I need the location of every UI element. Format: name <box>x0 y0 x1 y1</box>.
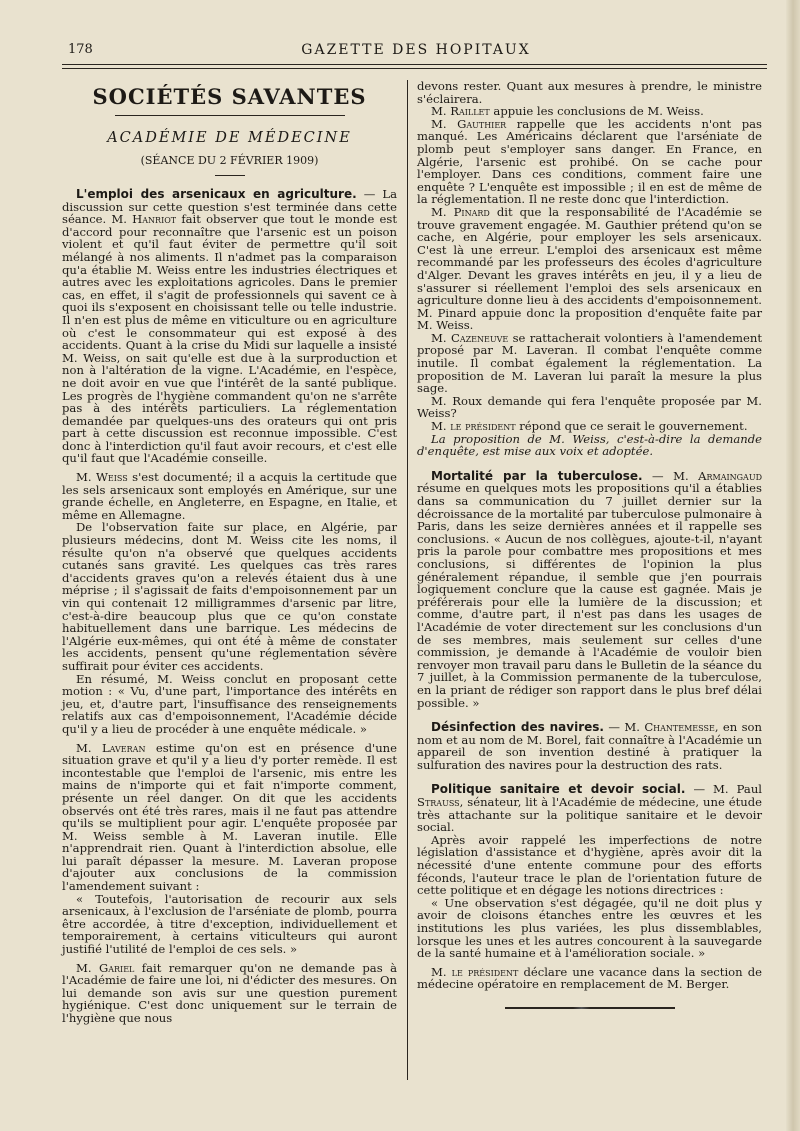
journal-title: GAZETTE DES HOPITAUX <box>301 42 531 58</box>
paragraph-legislation: Après avoir rappelé les imperfections de notre législation d'assistance et d'hygiène, après avoir dit la nécessité d'une entente commune pour des efforts féconds, l'auteur trace le plan de l'orientation future de cette politique et en dégage les notions directrices : <box>417 832 762 898</box>
paragraph-amendement: « Toutefois, l'autorisation de recourir aux sels arsenicaux, à l'exclusion de l'arséniate de plomb, pourra être accordée, à titre d'exception, individuellement et temporairement, à certains viticulteurs qui auront justifié l'utilité de l'emploi de ces sels. » <box>62 891 397 957</box>
speaker-hanriot: Hanriot <box>132 212 177 227</box>
speaker-raillet: Raillet <box>450 104 490 119</box>
paragraph-vote: La proposition de M. Weiss, c'est-à-dire la demande d'enquête, est mise aux voix et adoptée. <box>417 431 762 459</box>
speaker-gariel: Gariel <box>98 960 135 975</box>
column-divider <box>407 80 408 1080</box>
session-rule <box>215 175 245 176</box>
speaker-chantemesse: Chantemesse <box>644 720 715 735</box>
speaker-laveran: Laveran <box>101 740 146 755</box>
paragraph-arsenic-intro: L'emploi des arsenicaux en agriculture. — La discussion sur cette question s'est terminée dans cette séance. M. Hanriot fait observer que tout le monde est d'accord pour reconnaître que l'arsenic est un poison violent et qu'il faut éviter de permettre qu'il soit mélangé à nos aliments. Il n'admet pas la comparaison qu'a établie M. Weiss entre les industries électriques et autres avec les exploitations agricoles. Dans le premier cas, en effet, il s'agit de professionnels qui savent ce à quoi ils s'exposent en choisissant telle ou telle industrie. Il n'en est plus de même en viticulture ou en agriculture où c'est le consommateur qui est exposé à des accidents. Quant à la crise du Midi sur laquelle a insisté M. Weiss, on sait qu'elle est due à la surproduction et non à l'altération de la vigne. L'Académie, en l'espèce, ne doit avoir en vue que l'intérêt de la santé publique. Les progrès de l'hygiène commandent qu'on ne s'arrête pas à des intérêts particuliers. La réglementation demandée par quelques-uns des orateurs qui ont pris part à cette discussion est reconnue impossible. C'est donc à l'interdiction qu'il faut avoir recours, et c'est elle qu'il faut que l'Académie conseille. <box>62 187 397 466</box>
paragraph-continuation: devons rester. Quant aux mesures à prendre, le ministre s'éclairera. <box>417 79 762 106</box>
speaker-cazeneuve: Cazeneuve <box>450 330 509 345</box>
speaker-president: le président <box>450 419 516 434</box>
session-date: (SÉANCE DU 2 FÉVRIER 1909) <box>140 154 319 167</box>
right-column <box>417 80 762 1009</box>
speaker-weiss: Weiss <box>95 470 128 485</box>
paragraph-tuberculose: Mortalité par la tuberculose. — M. Armaingaud résume en quelques mots les propositions qu'il a établies dans sa communication du 7 juillet dernier sur la décroissance de la mortalité par tuberculose pulmonaire à Paris, dans les seize dernières années et il rappelle ses conclusions. « Aucun de nos collègues, ajoute-t-il, n'ayant pris la parole pour combattre mes propositions et mes conclusions, si différentes de l'opinion la plus généralement répandue, il semble que j'en pourrais logiquement conclure que la cause est gagnée. Mais je préférerais pour elle la lumière de la discussion; et comme, d'autre part, il n'est pas dans les usages de l'Académie de voter directement sur les conclusions d'un de ses membres, mais seulement sur celles d'une commission, je demande à l'Académie de vouloir bien renvoyer mon travail paru dans le Bulletin de la séance du 7 juillet, à la Commission permanente de la tuberculose, en la priant de rédiger son rapport dans le plus bref délai possible. » <box>417 468 762 710</box>
paragraph-politique: Politique sanitaire et devoir social. — M. Paul Strauss, sénateur, lit à l'Académie de médecine, une étude très attachante sur la politique sanitaire et le devoir social. <box>417 782 762 835</box>
run-in-heading-arsenic: L'emploi des arsenicaux en agriculture. <box>76 187 357 201</box>
paragraph-motion: En résumé, M. Weiss conclut en proposant cette motion : « Vu, d'une part, l'importance des intérêts en jeu, et, d'autre part, l'insuffisance des renseignements relatifs aux cas d'empoisonnement, l'Académie décide qu'il y a lieu de procéder à une enquête médicale. » <box>62 671 397 736</box>
paragraph-roux: M. Roux demande qui fera l'enquête proposée par M. Weiss? <box>417 393 762 421</box>
speaker-gauthier: Gauthier <box>457 116 507 131</box>
paragraph-cazeneuve: M. Cazeneuve se rattacherait volontiers à l'amendement proposé par M. Laveran. Il combat l'enquête comme inutile. Il combat également la réglementation. La proposition de M. Laveran lui paraît la mesure la plus sage. <box>417 330 762 396</box>
run-in-heading-navires: Désinfection des navires. <box>431 720 604 735</box>
speaker-strauss: Strauss <box>417 795 460 810</box>
paragraph-gariel: M. Gariel fait remarquer qu'on ne demande pas à l'Académie de faire une loi, ni d'édicter des mesures. On lui demande son avis sur une question purement hygiénique. C'est donc uniquement sur le terrain de l'hygiène que nous <box>62 960 397 1025</box>
speaker-pinard: Pinard <box>453 204 490 219</box>
header-rule-bottom <box>62 68 767 69</box>
left-column <box>62 80 397 1025</box>
academy-heading: ACADÉMIE DE MÉDECINE <box>107 130 352 146</box>
header-rule-top <box>62 64 767 65</box>
paragraph-pinard: M. Pinard dit que la responsabilité de l'Académie se trouve gravement engagée. M. Gauthier prétend qu'on se cache, en Algérie, pour employer les sels arsenicaux. C'est là une erreur. L'emploi des arsenicaux est même recommandé par les professeurs des écoles d'agriculture d'Alger. Devant les graves intérêts en jeu, il y a lieu de s'assurer si réellement l'emploi des sels arsenicaux en agriculture donne lieu à des accidents d'empoisonnement. M. Pinard appuie donc la proposition d'enquête faite par M. Weiss. <box>417 204 763 333</box>
book-spine-shadow <box>786 0 800 1131</box>
paragraph-navires: Désinfection des navires. — M. Chantemesse, en son nom et au nom de M. Borel, fait connaître à l'Académie un appareil de son invention destiné à pratiquer la sulfuration des navires pour la destruction des rats. <box>417 720 762 772</box>
end-ornament-rule <box>505 1007 675 1009</box>
section-title: SOCIÉTÉS SAVANTES <box>92 84 367 109</box>
section-rule <box>115 115 345 116</box>
paragraph-gauthier: M. Gauthier rappelle que les accidents n'ont pas manqué. Les Américains déclarent que l'arséniate de plomb peut s'employer sans danger. En France, en Algérie, l'arsenic est prohibé. On se cache pour l'employer. Dans ces conditions, comment faire une enquête ? L'enquête est impossible ; il en est de même de la réglementation. Il ne reste donc que l'interdiction. <box>417 116 762 207</box>
paragraph-president: M. le président répond que ce serait le gouvernement. <box>431 419 748 434</box>
run-in-heading-politique: Politique sanitaire et devoir social. <box>431 782 686 797</box>
running-header <box>62 40 770 64</box>
speaker-president-2: le président <box>451 964 519 979</box>
paragraph-algerie: De l'observation faite sur place, en Algérie, par plusieurs médecins, dont M. Weiss cite les noms, il résulte qu'on n'a observé que quelques accidents cutanés sans gravité. Les quelques cas très rares d'accidents graves qu'on a relevés étaient dus à une méprise ; il s'agissait de faits d'empoisonnement par un vin qui contenait 12 milligrammes d'arsenic par litre, c'est-à-dire beaucoup plus que ce qu'on constate habituellement dans une barrique. Les médecins de l'Algérie eux-mêmes, qui ont été à même de constater les accidents, pensent qu'une réglementation sévère suffirait pour éviter ces accidents. <box>62 520 397 673</box>
paragraph-laveran: M. Laveran estime qu'on est en présence d'une situation grave et qu'il y a lieu d'y porter remède. Il est incontestable que l'emploi de l'arsenic, mis entre les mains de n'importe qui et fait n'importe comment, présente un réel danger. On dit que les accidents observés ont été très rares, mais il ne faut pas attendre qu'ils se multiplient pour agir. L'enquête proposée par M. Weiss semble à M. Laveran inutile. Elle n'apprendrait rien. Quant à l'interdiction absolue, elle lui paraît dépasser la mesure. M. Laveran propose d'ajouter aux conclusions de la commission l'amendement suivant : <box>62 740 397 894</box>
paragraph-raillet: M. Raillet appuie les conclusions de M. Weiss. <box>431 104 704 119</box>
speaker-armaingaud: Armaingaud <box>698 468 762 483</box>
paragraph-vacance: M. le président déclare une vacance dans la section de médecine opératoire en remplacement de M. Berger. <box>417 964 762 992</box>
page-number: 178 <box>68 42 93 57</box>
paragraph-observation: « Une observation s'est dégagée, qu'il ne doit plus y avoir de cloisons étanches entre les œuvres et les institutions les plus variées, les plus dissemblables, lorsque les unes et les autres concourent à la sauvegarde de la santé humaine et à l'amélioration sociale. » <box>417 895 762 961</box>
run-in-heading-tuberculose: Mortalité par la tuberculose. <box>431 468 643 483</box>
paragraph-weiss: M. Weiss s'est documenté; il a acquis la certitude que les sels arsenicaux sont employés en Amérique, sur une grande échelle, en Angleterre, en Espagne, en Italie, et même en Allemagne. <box>62 470 397 522</box>
